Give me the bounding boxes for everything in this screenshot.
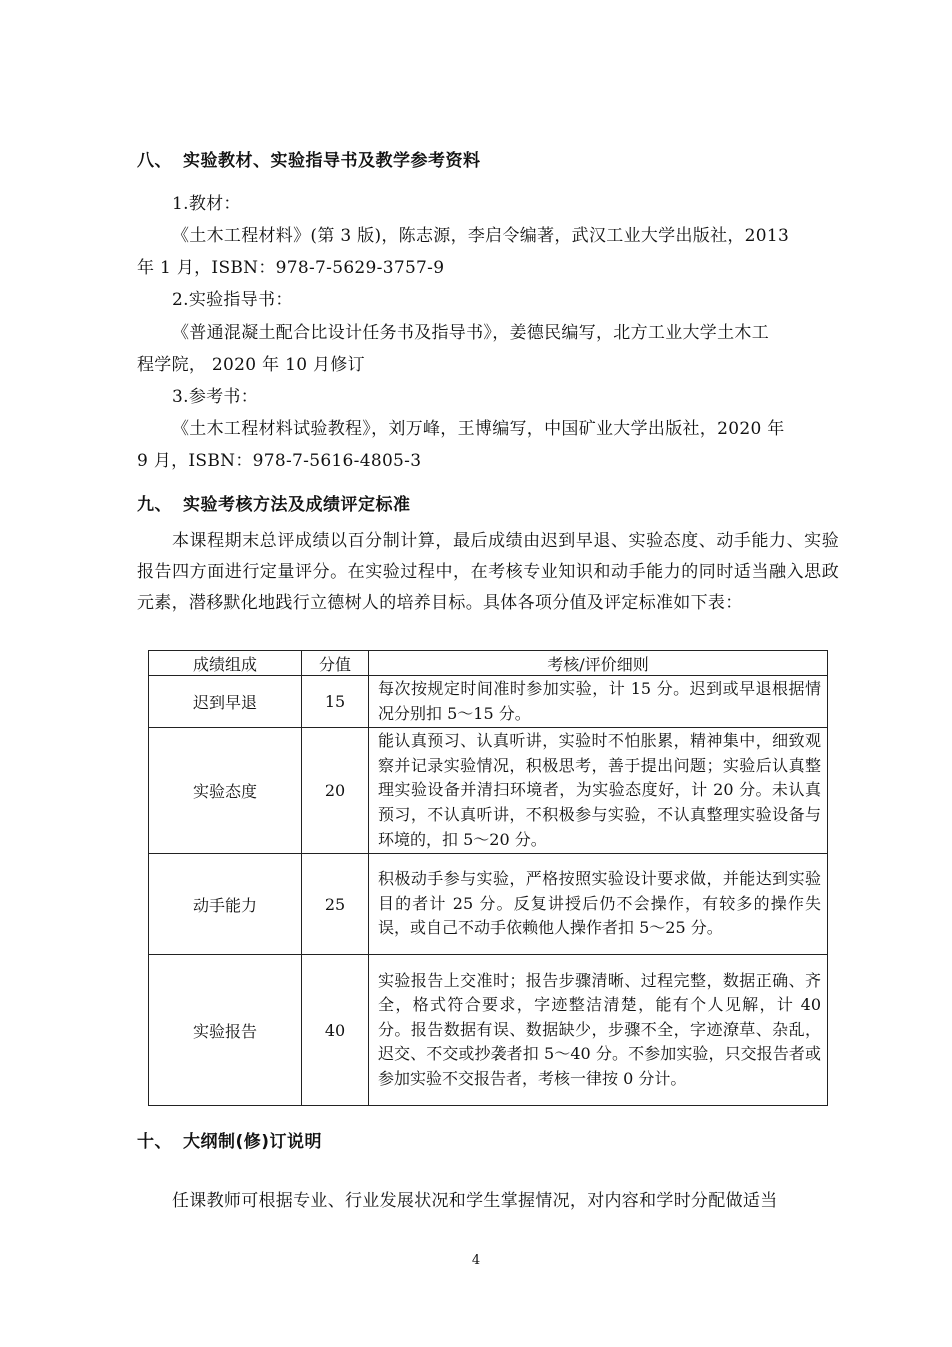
section-10-title: 大纲制(修)订说明: [183, 1132, 323, 1152]
reference-line-1: 《土木工程材料试验教程》，刘万峰，王博编写，中国矿业大学出版社，2020 年: [172, 419, 785, 439]
textbook-line-1: 《土木工程材料》(第 3 版)，陈志源，李启令编著，武汉工业大学出版社，2013: [172, 226, 790, 246]
table-row: [149, 676, 828, 728]
section-9-number: 九、: [137, 495, 172, 515]
guide-line-1: 《普通混凝土配合比设计任务书及指导书》，姜德民编写，北方工业大学土木工: [172, 323, 769, 343]
section-9-title: 实验考核方法及成绩评定标准: [183, 495, 411, 515]
revision-note-text: 任课教师可根据专业、行业发展状况和学生掌握情况，对内容和学时分配做适当: [172, 1191, 778, 1211]
reference-line-2: 9 月，ISBN：978-7-5616-4805-3: [137, 451, 422, 471]
section-8-heading: [137, 146, 481, 171]
table-row: [149, 854, 828, 955]
section-10-number: 十、: [137, 1132, 172, 1152]
header-score: 分值: [302, 651, 369, 676]
textbook-line-2: 年 1 月，ISBN：978-7-5629-3757-9: [137, 258, 445, 278]
textbook-label: 1.教材：: [172, 194, 241, 214]
row-item: 实验报告: [149, 955, 302, 1106]
row-detail: 每次按规定时间准时参加实验，计 15 分。迟到或早退根据情况分别扣 5～15 分。: [369, 676, 828, 728]
header-criteria: 考核/评价细则: [369, 651, 828, 676]
section-9-heading: [137, 490, 411, 515]
row-score: 15: [302, 676, 369, 728]
row-score: 40: [302, 955, 369, 1106]
row-detail: 积极动手参与实验，严格按照实验设计要求做，并能达到实验目的者计 25 分。反复讲授后仍不会操作，有较多的操作失误，或自己不动手依赖他人操作者扣 5～25 分。: [369, 854, 828, 955]
assessment-intro-paragraph: 本课程期末总评成绩以百分制计算，最后成绩由迟到早退、实验态度、动手能力、实验报告四方面进行定量评分。在实验过程中，在考核专业知识和动手能力的同时适当融入思政元素，潜移默化地践行立德树人的培养目标。具体各项分值及评定标准如下表：: [137, 531, 839, 613]
section-10-heading: [137, 1127, 322, 1152]
row-item: 实验态度: [149, 728, 302, 854]
row-score: 25: [302, 854, 369, 955]
row-score: 20: [302, 728, 369, 854]
table-row: [149, 728, 828, 854]
table-row: [149, 955, 828, 1106]
section-8-number: 八、: [137, 151, 172, 171]
grading-table: [148, 650, 828, 1106]
row-item: 动手能力: [149, 854, 302, 955]
reference-label: 3.参考书：: [172, 387, 259, 407]
guide-label: 2.实验指导书：: [172, 290, 293, 310]
page-number: 4: [471, 1253, 481, 1268]
guide-line-2: 程学院， 2020 年 10 月修订: [137, 355, 365, 375]
section-8-title: 实验教材、实验指导书及教学参考资料: [183, 151, 481, 171]
table-header-row: [149, 651, 828, 676]
row-detail: 实验报告上交准时；报告步骤清晰、过程完整，数据正确、齐全，格式符合要求，字迹整洁清楚，能有个人见解，计 40 分。报告数据有误、数据缺少，步骤不全，字迹潦草、杂乱，迟交、不交或抄袭者扣 5～40 分。不参加实验，只交报告者或参加实验不交报告者，考核一律按 0 分计。: [369, 955, 828, 1106]
row-detail: 能认真预习、认真听讲，实验时不怕胀累，精神集中，细致观察并记录实验情况，积极思考，善于提出问题；实验后认真整理实验设备并清扫环境者，为实验态度好，计 20 分。未认真预习，不认真听讲，不积极参与实验，不认真整理实验设备与环境的，扣 5～20 分。: [369, 728, 828, 854]
row-item: 迟到早退: [149, 676, 302, 728]
header-component: 成绩组成: [149, 651, 302, 676]
